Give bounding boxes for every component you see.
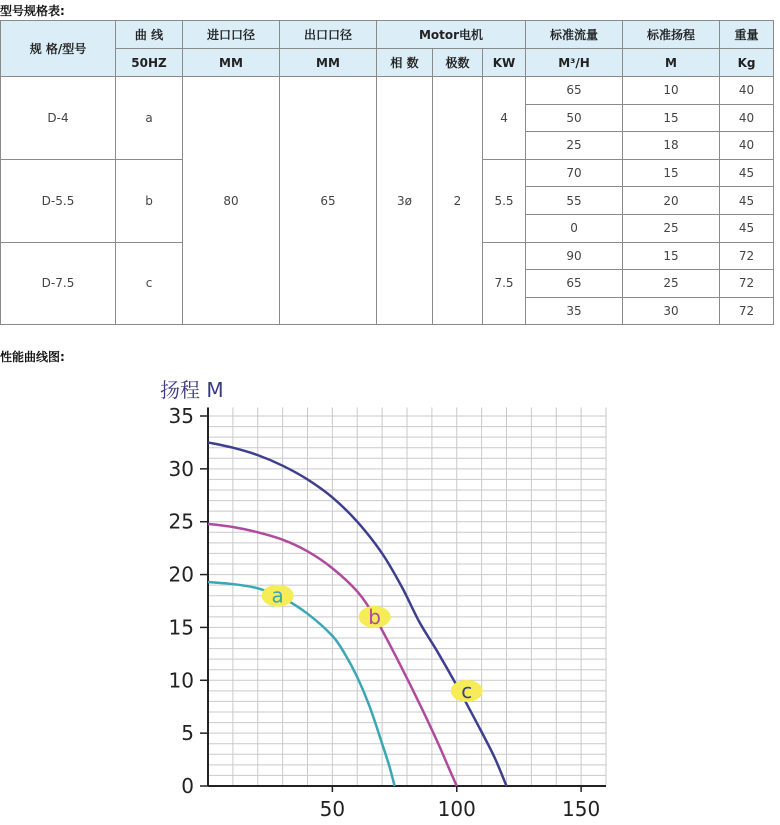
header-outlet: 出口口径 xyxy=(280,21,377,49)
head-cell: 15 xyxy=(623,242,720,270)
weight-cell: 45 xyxy=(720,159,774,187)
curve-b-label: b xyxy=(368,604,382,629)
poles-cell: 2 xyxy=(433,77,483,325)
chart-title: 扬程 M xyxy=(160,378,224,402)
y-tick-label: 35 xyxy=(168,404,194,428)
flow-cell: 25 xyxy=(526,132,623,160)
y-tick-label: 30 xyxy=(168,456,194,481)
weight-cell: 40 xyxy=(720,77,774,105)
header-inlet: 进口口径 xyxy=(183,21,280,49)
weight-cell: 40 xyxy=(720,104,774,132)
flow-cell: 65 xyxy=(526,270,623,298)
header-motor: Motor电机 xyxy=(377,21,526,49)
flow-cell: 70 xyxy=(526,159,623,187)
spec-table-heading: 型号规格表: xyxy=(0,4,65,18)
y-tick-label: 25 xyxy=(168,509,194,534)
chart-axes xyxy=(200,408,606,792)
curve-a-label: a xyxy=(271,583,284,608)
head-cell: 25 xyxy=(623,214,720,242)
curve-cell: b xyxy=(116,159,183,242)
header-head-unit: M xyxy=(623,49,720,77)
header-kw: KW xyxy=(483,49,526,77)
model-cell: D-4 xyxy=(1,77,116,160)
flow-cell: 90 xyxy=(526,242,623,270)
head-cell: 18 xyxy=(623,132,720,160)
spec-table xyxy=(0,20,774,325)
head-cell: 10 xyxy=(623,77,720,105)
kw-cell: 7.5 xyxy=(483,242,526,325)
weight-cell: 72 xyxy=(720,297,774,325)
weight-cell: 40 xyxy=(720,132,774,160)
y-tick-label: 0 xyxy=(181,774,194,798)
y-tick-label: 5 xyxy=(181,721,194,746)
x-tick-label: 150 xyxy=(562,797,601,821)
header-flow: 标准流量 xyxy=(526,21,623,49)
flow-cell: 65 xyxy=(526,77,623,105)
header-flow-unit: M³/H xyxy=(526,49,623,77)
flow-cell: 0 xyxy=(526,214,623,242)
model-cell: D-7.5 xyxy=(1,242,116,325)
weight-cell: 45 xyxy=(720,214,774,242)
kw-cell: 5.5 xyxy=(483,159,526,242)
header-inlet-unit: MM xyxy=(183,49,280,77)
kw-cell: 4 xyxy=(483,77,526,160)
y-tick-label: 15 xyxy=(168,615,194,640)
head-cell: 25 xyxy=(623,270,720,298)
y-tick-label: 10 xyxy=(168,668,194,693)
weight-cell: 45 xyxy=(720,187,774,215)
header-curve: 曲 线 xyxy=(116,21,183,49)
head-cell: 20 xyxy=(623,187,720,215)
header-poles: 极数 xyxy=(433,49,483,77)
x-tick-label: 100 xyxy=(437,797,476,821)
model-cell: D-5.5 xyxy=(1,159,116,242)
chart-heading: 性能曲线图: xyxy=(0,350,65,364)
header-hz: 50HZ xyxy=(116,49,183,77)
curve-cell: c xyxy=(116,242,183,325)
weight-cell: 72 xyxy=(720,242,774,270)
inlet-cell: 80 xyxy=(183,77,280,325)
curve-c-label: c xyxy=(461,678,473,703)
header-model: 规 格/型号 xyxy=(1,21,116,77)
y-tick-label: 20 xyxy=(168,562,194,587)
flow-cell: 55 xyxy=(526,187,623,215)
outlet-cell: 65 xyxy=(280,77,377,325)
header-row-1 xyxy=(1,21,774,49)
chart-curve-labels xyxy=(262,584,483,703)
flow-cell: 50 xyxy=(526,104,623,132)
head-cell: 15 xyxy=(623,159,720,187)
phase-cell: 3ø xyxy=(377,77,433,325)
head-cell: 15 xyxy=(623,104,720,132)
weight-cell: 72 xyxy=(720,270,774,298)
header-weight: 重量 xyxy=(720,21,774,49)
flow-cell: 35 xyxy=(526,297,623,325)
header-head: 标准扬程 xyxy=(623,21,720,49)
table-row xyxy=(1,77,774,105)
header-weight-unit: Kg xyxy=(720,49,774,77)
x-tick-label: 50 xyxy=(319,797,346,821)
header-phase: 相 数 xyxy=(377,49,433,77)
header-outlet-unit: MM xyxy=(280,49,377,77)
performance-curve-chart xyxy=(150,370,620,822)
curve-cell: a xyxy=(116,77,183,160)
header-row-2 xyxy=(1,49,774,77)
head-cell: 30 xyxy=(623,297,720,325)
